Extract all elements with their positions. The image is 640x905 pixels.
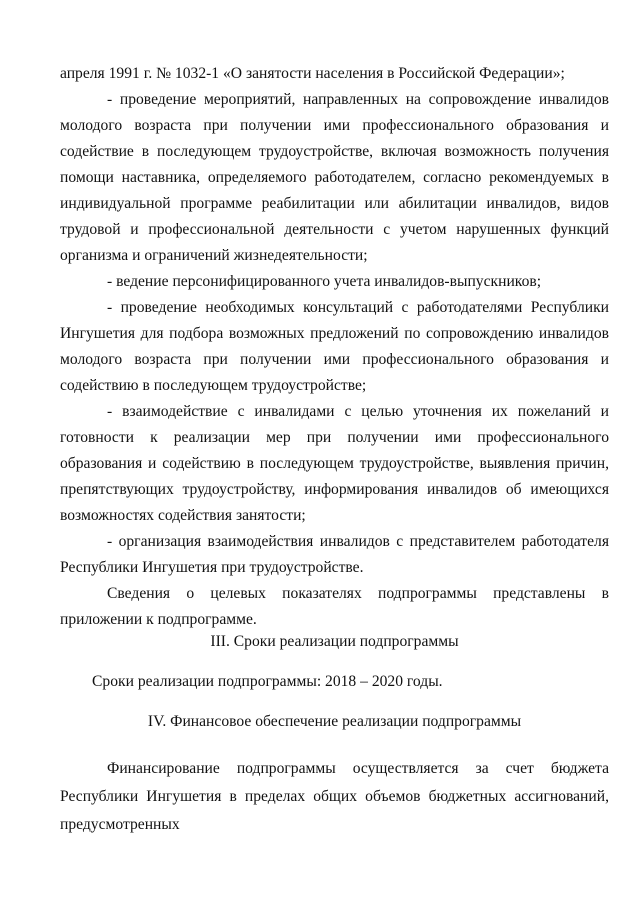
section-3-text: Сроки реализации подпрограммы: 2018 – 2020 годы.	[92, 673, 443, 690]
paragraph-interaction: - взаимодействие с инвалидами с целью уточнения их пожеланий и готовности к реализации мер при получении ими профессионального образования и содействию в последующем трудоустройстве, выявления причин, препятствующих трудоустройству, информирования инвалидов об имеющихся возможностях содействия занятости;	[60, 403, 609, 524]
paragraph-support-measures: - проведение мероприятий, направленных на сопровождение инвалидов молодого возраста при получении ими профессионального образования и содействие в последующем трудоустройстве, включая возможность получения помощи наставника, определяемого работодателем, согласно рекомендуемых в индивидуальной программе реабилитации или абилитации инвалидов, видов трудовой и профессиональной деятельности с учетом нарушенных функций организма и ограничений жизнедеятельности;	[60, 91, 609, 264]
section-4-heading: IV. Финансовое обеспечение реализации подпрограммы	[147, 713, 522, 730]
section-3-heading: III. Сроки реализации подпрограммы	[210, 633, 459, 650]
paragraph-consultations: - проведение необходимых консультаций с работодателями Республики Ингушетия для подбора возможных предложений по сопровождению инвалидов молодого возраста при получении ими профессионального образования и содействию в последующем трудоустройстве;	[60, 299, 609, 394]
paragraph-law-reference: апреля 1991 г. № 1032-1 «О занятости населения в Российской Федерации»;	[60, 65, 565, 82]
paragraph-organization: - организация взаимодействия инвалидов с представителем работодателя Республики Ингушетия при трудоустройстве.	[60, 533, 609, 576]
paragraph-target-indicators: Сведения о целевых показателях подпрограммы представлены в приложении к подпрограмме.	[60, 585, 609, 628]
section-4-text: Финансирование подпрограммы осуществляется за счет бюджета Республики Ингушетия в пределах общих объемов бюджетных ассигнований, предусмотренных	[60, 760, 609, 833]
paragraph-record-keeping: - ведение персонифицированного учета инвалидов-выпускников;	[107, 273, 542, 290]
